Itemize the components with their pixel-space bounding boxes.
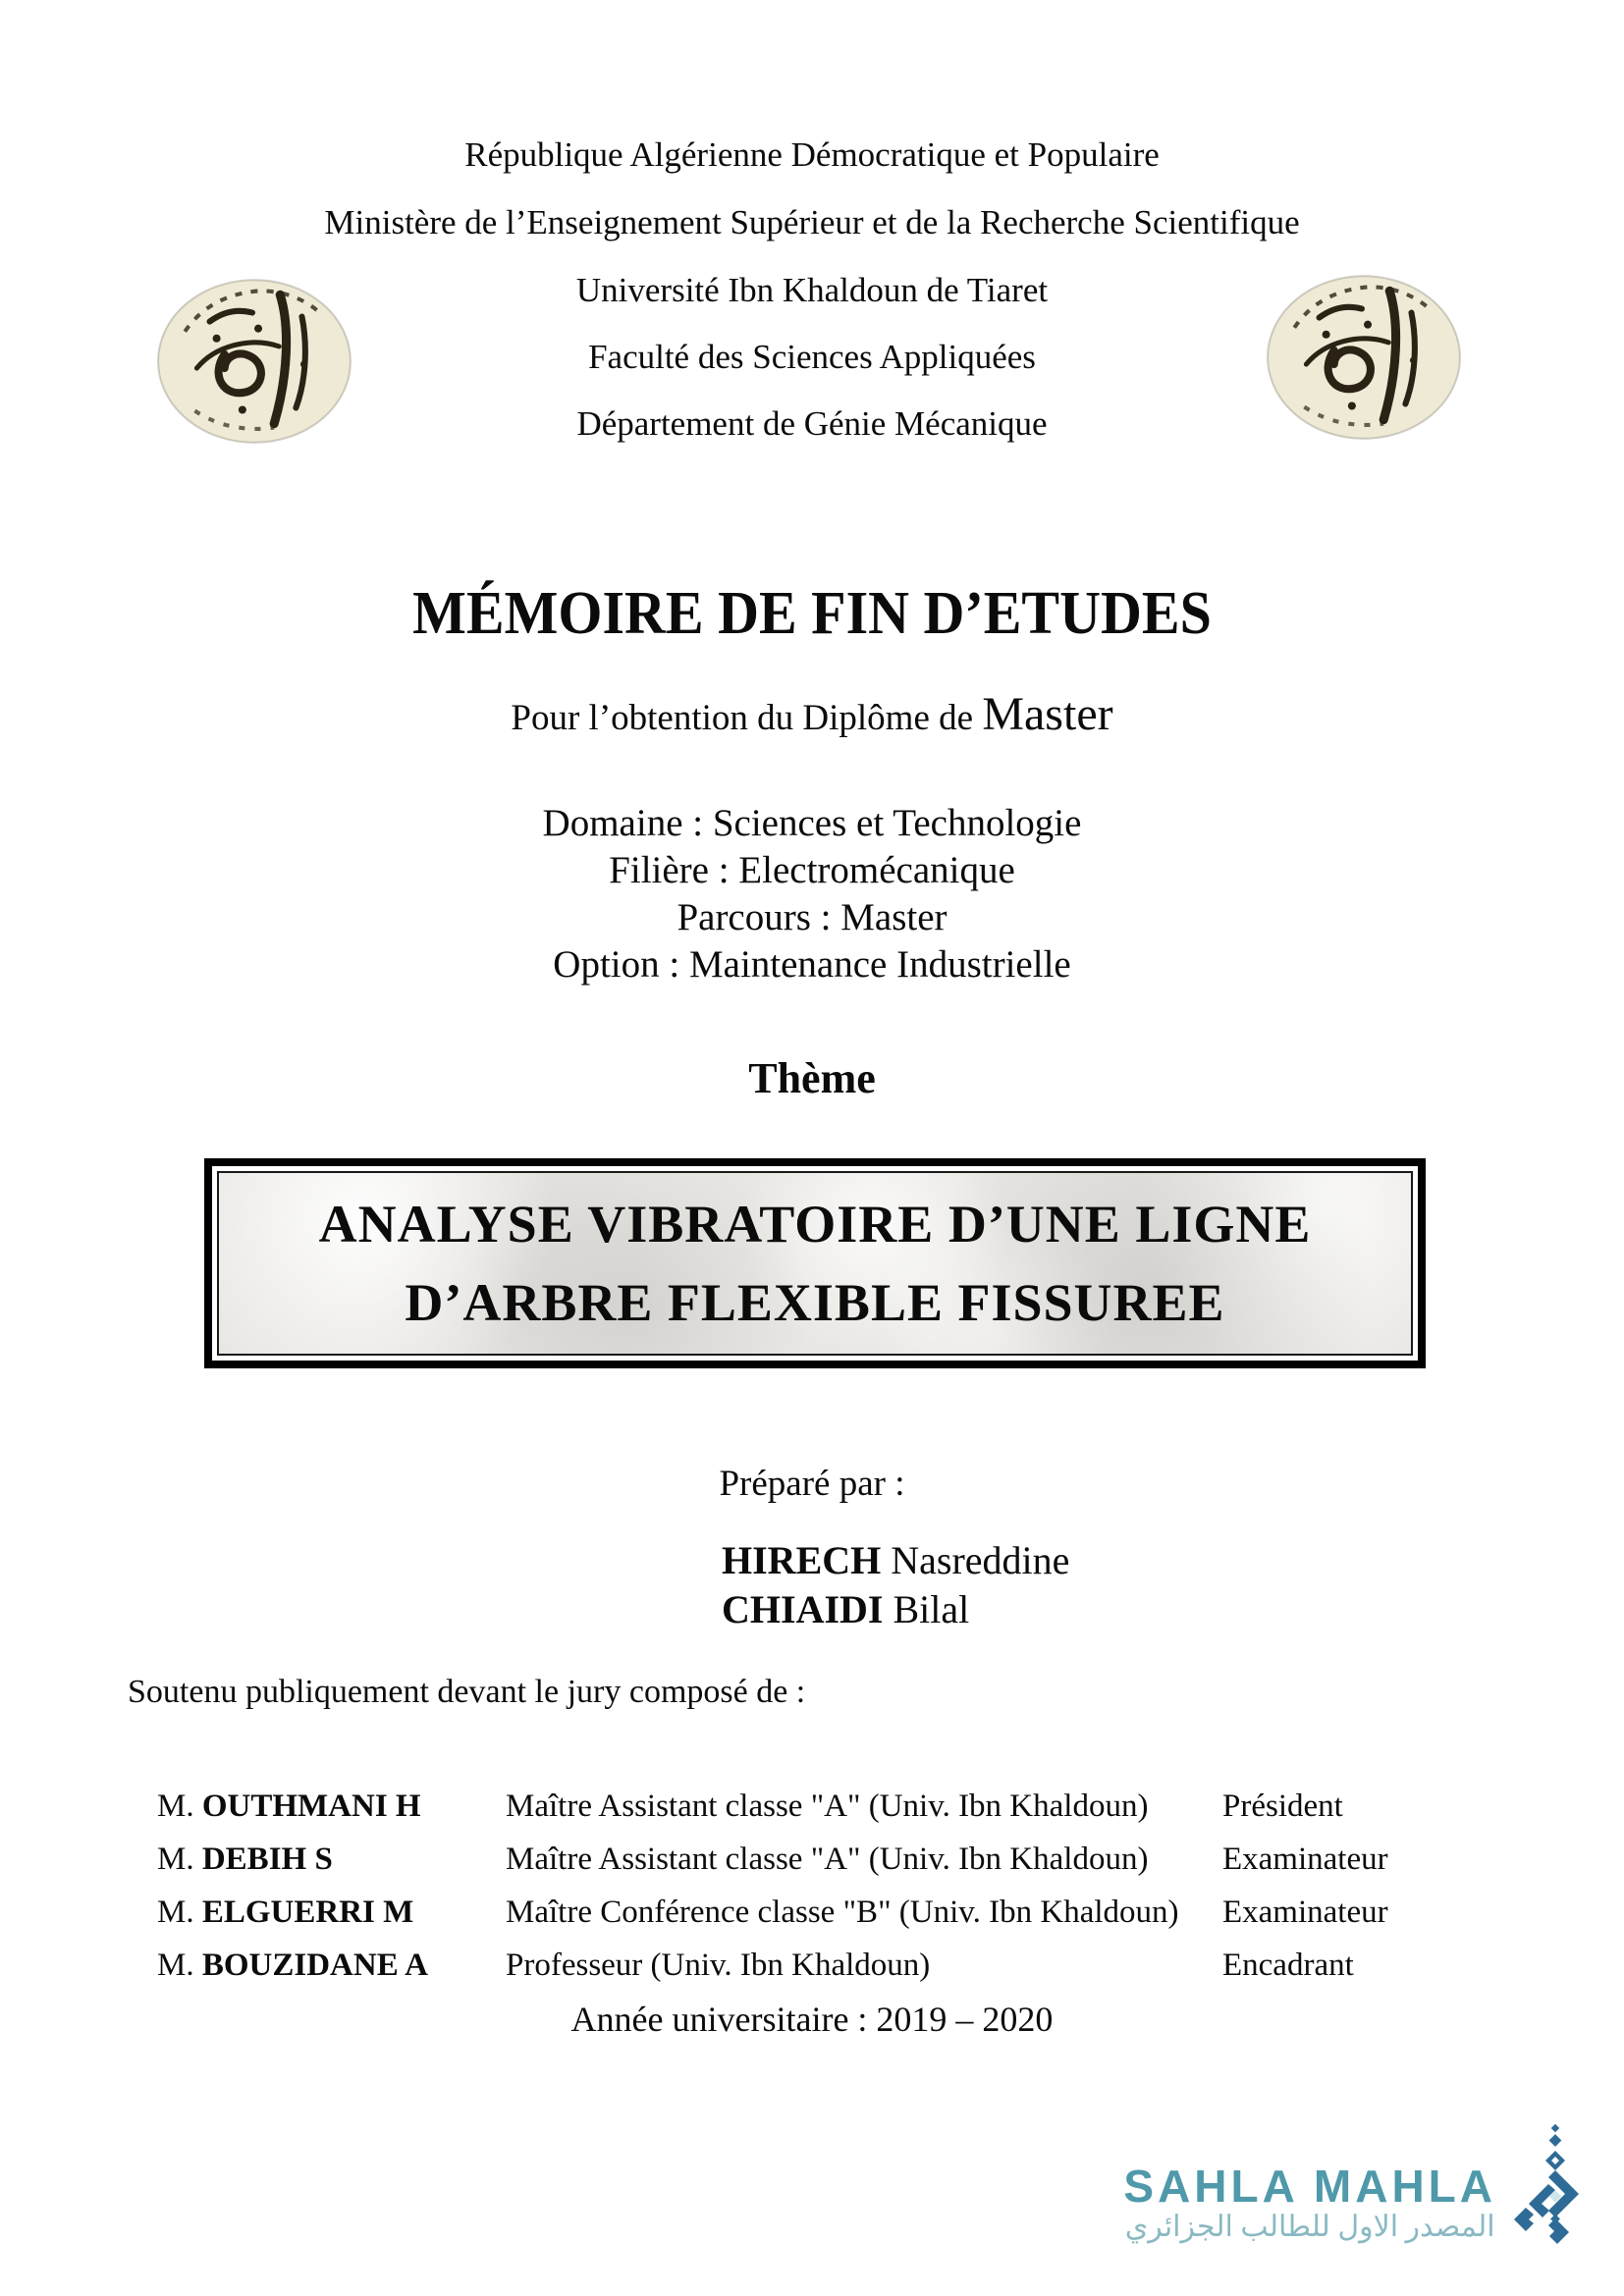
jury-member-title: Professeur (Univ. Ibn Khaldoun) [506,1948,931,1983]
degree-info-block [0,800,1624,988]
jury-table [157,1789,1532,2001]
sahla-mahla-text [1123,2123,1496,2244]
jury-name: BOUZIDANE A [201,1948,428,1983]
author-lastname: CHIAIDI [722,1587,884,1631]
jury-member-title: Maître Assistant classe "A" (Univ. Ibn Khaldoun) [506,1789,1149,1824]
jury-row [157,1895,1532,1948]
academic-year-line: Année universitaire : 2019 – 2020 [570,2000,1054,2039]
brand-tagline-arabic: المصدر الاول للطالب الجزائري [1124,2211,1495,2243]
jury-row [157,1842,1532,1895]
republic-line: République Algérienne Démocratique et Populaire [464,135,1160,174]
jury-prefix: M. [157,1948,202,1983]
jury-name: OUTHMANI H [201,1789,421,1824]
author-item [722,1536,1069,1585]
author-lastname: HIRECH [722,1538,882,1582]
option-line: Option : Maintenance Industrielle [553,943,1071,986]
jury-member-title: Maître Assistant classe "A" (Univ. Ibn Khaldoun) [506,1842,1149,1877]
jury-member-role: Président [1222,1789,1343,1824]
jury-member-name [157,1948,428,1984]
parcours-line: Parcours : Master [677,896,947,938]
jury-member-name [157,1895,413,1931]
theme-label: Thème [748,1054,876,1102]
thesis-title-line1: ANALYSE VIBRATOIRE D’UNE LIGNE [318,1195,1312,1254]
domaine-line: Domaine : Sciences et Technologie [542,802,1082,844]
jury-member-title: Maître Conférence classe "B" (Univ. Ibn Khaldoun) [506,1895,1179,1930]
subtitle-prefix: Pour l’obtention du Diplôme de [511,698,983,738]
kufic-calligraphy-icon [1502,2123,1583,2247]
thesis-title [319,1185,1312,1342]
university-seal-icon [1265,273,1463,442]
jury-member-name [157,1842,333,1878]
jury-member-role: Examinateur [1222,1895,1388,1930]
department-line: Département de Génie Mécanique [576,404,1048,443]
author-firstname: Bilal [893,1587,970,1631]
jury-intro: Soutenu publiquement devant le jury composé de : [128,1674,806,1710]
page-title: MÉMOIRE DE FIN D’ETUDES [412,578,1212,648]
jury-member-role: Encadrant [1222,1948,1354,1983]
subtitle [0,687,1624,741]
brand-name: SAHLA MAHLA [1123,2161,1496,2212]
prepared-by-heading: Préparé par : [719,1464,905,1504]
theme-box-inner [217,1171,1413,1356]
theme-box [204,1158,1426,1368]
jury-row [157,1948,1532,2001]
university-line: Université Ibn Khaldoun de Tiaret [575,271,1049,309]
authors-list [722,1536,1069,1634]
thesis-title-line2: D’ARBRE FLEXIBLE FISSUREE [405,1273,1225,1332]
jury-row [157,1789,1532,1842]
ministry-line: Ministère de l’Enseignement Supérieur et de la Recherche Scientifique [324,203,1300,241]
subtitle-degree: Master [982,688,1113,740]
jury-member-role: Examinateur [1222,1842,1388,1877]
jury-prefix: M. [157,1842,202,1877]
jury-member-name [157,1789,421,1825]
author-item [722,1585,1069,1634]
university-seal-icon [155,277,353,446]
jury-name: DEBIH S [201,1842,333,1877]
sahla-mahla-logo [1123,2123,1583,2247]
jury-name: ELGUERRI M [201,1895,414,1930]
faculty-line: Faculté des Sciences Appliquées [588,338,1036,376]
jury-prefix: M. [157,1895,202,1930]
filiere-line: Filière : Electromécanique [609,849,1015,891]
author-firstname: Nasreddine [891,1538,1070,1582]
jury-prefix: M. [157,1789,202,1824]
